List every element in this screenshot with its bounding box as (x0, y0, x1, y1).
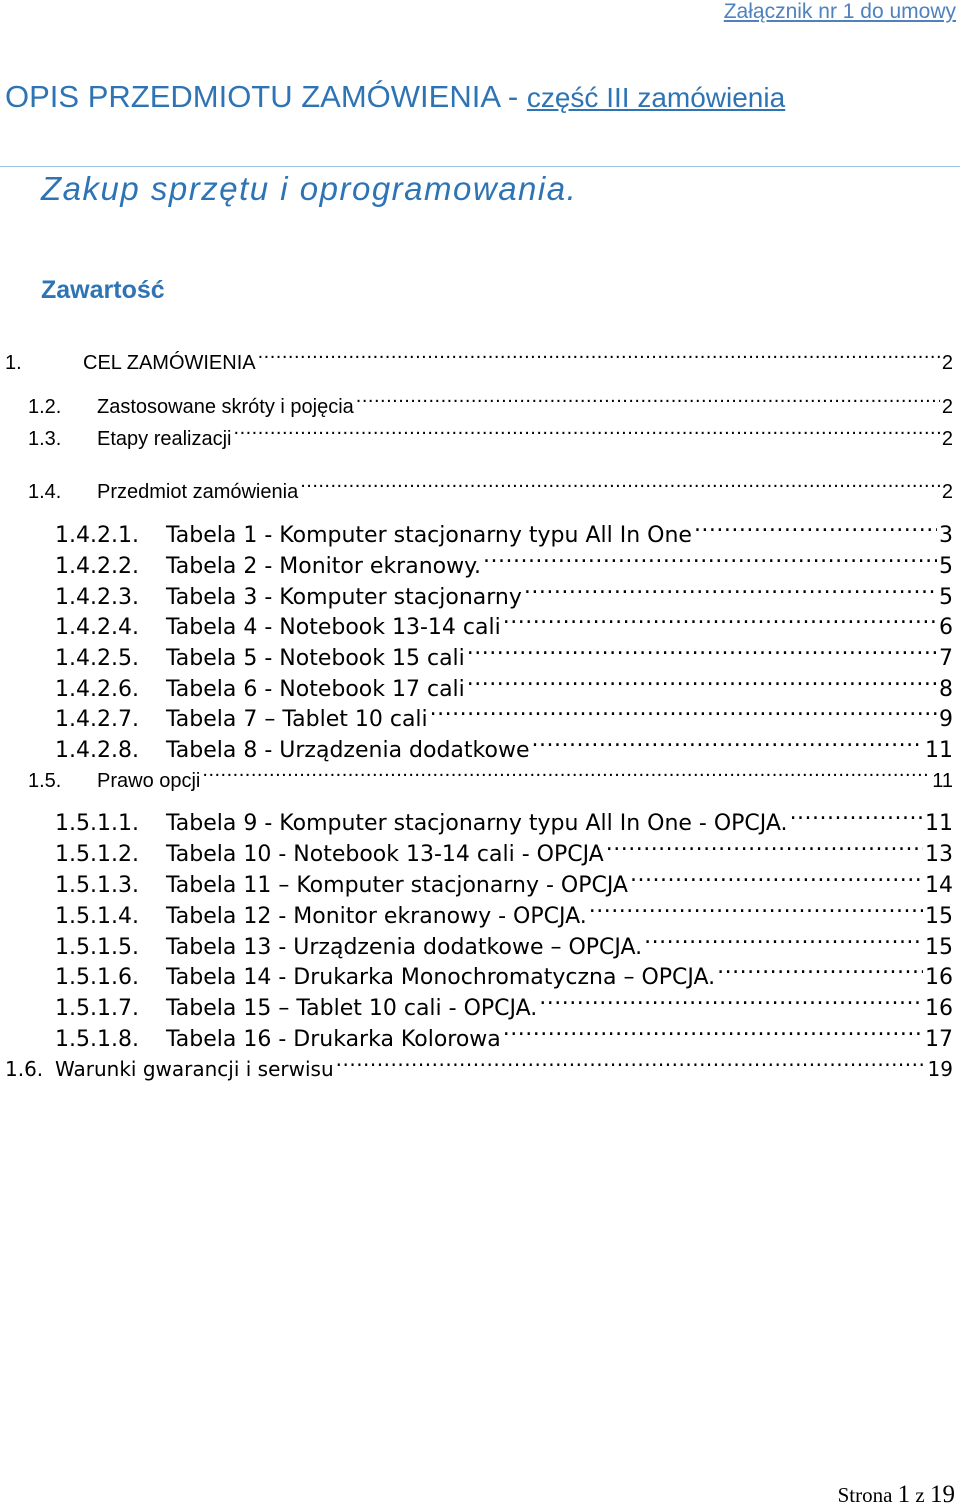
toc-entry-label: Tabela 13 - Urządzenia dodatkowe – OPCJA. (166, 935, 643, 960)
toc-dot-leader (606, 835, 923, 861)
toc-dot-leader (539, 989, 923, 1015)
toc-entry-number: 1.4.2.2. (55, 554, 139, 579)
toc-entry-label: Tabela 5 - Notebook 15 cali (166, 646, 465, 671)
toc-entry-page: 15 (925, 904, 953, 929)
toc-dot-leader (234, 419, 940, 445)
toc-entry-label: Etapy realizacji (97, 428, 232, 450)
toc-entry-label: Tabela 12 - Monitor ekranowy - OPCJA. (166, 904, 587, 929)
toc-dot-leader (630, 866, 923, 892)
toc-entry-number: 1.4.2.1. (55, 523, 139, 548)
toc-dot-leader (524, 578, 937, 604)
toc-entry-page: 11 (925, 738, 953, 763)
toc-entry-page: 17 (925, 1027, 953, 1052)
document-title (5, 79, 785, 115)
toc-entry[interactable] (55, 731, 953, 763)
toc-entry[interactable] (55, 700, 953, 732)
toc-entry-label: Warunki gwarancji i serwisu (55, 1057, 334, 1081)
toc-entry[interactable] (55, 670, 953, 702)
toc-entry-page: 11 (932, 770, 953, 792)
toc-entry[interactable] (55, 866, 953, 898)
toc-entry-number: 1.5.1.6. (55, 965, 139, 990)
toc-entry-number: 1.5.1.4. (55, 904, 139, 929)
toc-entry-page: 3 (939, 523, 953, 548)
toc-entry-number: 1.5.1.8. (55, 1027, 139, 1052)
toc-entry-number: 1.4.2.3. (55, 585, 139, 610)
toc-entry-label: Tabela 11 – Komputer stacjonarny - OPCJA (166, 873, 628, 898)
toc-entry-label: Tabela 4 - Notebook 13-14 cali (166, 615, 501, 640)
toc-entry[interactable] (55, 608, 953, 640)
toc-entry-label: Prawo opcji (97, 770, 201, 792)
toc-entry-label: Tabela 1 - Komputer stacjonarny typu All In One (166, 523, 692, 548)
toc-entry-label: CEL ZAMÓWIENIA (83, 352, 256, 374)
toc-entry-number: 1.4.2.6. (55, 677, 139, 702)
toc-dot-leader (467, 639, 937, 665)
footer-total-pages: 19 (930, 1481, 955, 1508)
toc-entry-label: Tabela 7 – Tablet 10 cali (166, 707, 428, 732)
toc-entry-label: Tabela 9 - Komputer stacjonarny typu All In One - OPCJA. (166, 811, 788, 836)
toc-entry-page: 7 (939, 646, 953, 671)
toc-entry-page: 9 (939, 707, 953, 732)
toc-dot-leader (300, 472, 940, 498)
title-part-link[interactable]: część III zamówienia (526, 82, 786, 113)
toc-entry-page: 2 (941, 428, 953, 450)
toc-entry-label: Tabela 3 - Komputer stacjonarny (166, 585, 522, 610)
toc-entry-number: 1.4.2.7. (55, 707, 139, 732)
toc-entry[interactable] (28, 472, 953, 503)
toc-entry[interactable] (55, 804, 953, 836)
toc-entry-number: 1.4.2.5. (55, 646, 139, 671)
toc-entry[interactable] (55, 1020, 953, 1052)
toc-entry-page: 2 (941, 481, 953, 503)
page-footer (838, 1481, 955, 1509)
toc-dot-leader (503, 608, 937, 634)
toc-entry[interactable] (28, 419, 953, 450)
toc-entry-page: 13 (925, 842, 953, 867)
toc-entry-page: 15 (925, 935, 953, 960)
toc-entry-number: 1.6. (5, 1057, 44, 1081)
toc-entry[interactable] (5, 343, 953, 374)
toc-entry-label: Tabela 15 – Tablet 10 cali - OPCJA. (166, 996, 538, 1021)
toc-dot-leader (336, 1050, 926, 1076)
toc-entry-number: 1.5.1.2. (55, 842, 139, 867)
toc-entry[interactable] (55, 835, 953, 867)
toc-entry-number: 1.4. (28, 481, 62, 503)
toc-heading: Zawartość (41, 276, 165, 304)
footer-word-of: z (915, 1483, 925, 1507)
toc-entry-label: Przedmiot zamówienia (97, 481, 299, 503)
toc-dot-leader (503, 1020, 923, 1046)
toc-entry-number: 1.5.1.3. (55, 873, 139, 898)
toc-entry-label: Tabela 16 - Drukarka Kolorowa (166, 1027, 501, 1052)
toc-entry-page: 19 (927, 1057, 953, 1081)
toc-entry-label: Tabela 10 - Notebook 13-14 cali - OPCJA (166, 842, 604, 867)
toc-entry-page: 2 (941, 396, 953, 418)
toc-entry-number: 1.4.2.4. (55, 615, 139, 640)
toc-dot-leader (531, 731, 923, 757)
toc-entry-page: 8 (939, 677, 953, 702)
toc-entry-number: 1.3. (28, 428, 62, 450)
footer-current-page: 1 (897, 1481, 911, 1508)
annex-link[interactable]: Załącznik nr 1 do umowy (723, 0, 956, 23)
toc-entry-number: 1.2. (28, 396, 62, 418)
toc-dot-leader (258, 343, 940, 369)
toc-dot-leader (202, 761, 930, 787)
toc-dot-leader (467, 670, 937, 696)
toc-dot-leader (644, 928, 923, 954)
toc-entry-label: Tabela 8 - Urządzenia dodatkowe (166, 738, 530, 763)
toc-entry-page: 5 (939, 554, 953, 579)
toc-entry[interactable] (55, 516, 953, 548)
toc-entry-number: 1.5.1.1. (55, 811, 139, 836)
title-divider (0, 166, 960, 167)
toc-entry[interactable] (55, 639, 953, 671)
toc-entry-number: 1. (5, 352, 22, 374)
footer-word-page: Strona (837, 1483, 893, 1507)
toc-entry[interactable] (28, 761, 953, 792)
toc-entry-label: Tabela 14 - Drukarka Monochromatyczna – OPCJA. (166, 965, 716, 990)
toc-entry-page: 11 (925, 811, 953, 836)
toc-dot-leader (694, 516, 937, 542)
toc-entry-number: 1.5.1.5. (55, 935, 139, 960)
toc-dot-leader (790, 804, 923, 830)
toc-entry-label: Tabela 6 - Notebook 17 cali (166, 677, 465, 702)
toc-dot-leader (717, 958, 923, 984)
toc-entry-label: Tabela 2 - Monitor ekranowy. (166, 554, 481, 579)
toc-entry[interactable] (55, 958, 953, 990)
title-main: OPIS PRZEDMIOTU ZAMÓWIENIA - (5, 79, 527, 114)
toc-entry[interactable] (28, 387, 953, 418)
toc-dot-leader (589, 897, 923, 923)
toc-dot-leader (356, 387, 940, 413)
toc-entry-label: Zastosowane skróty i pojęcia (97, 396, 354, 418)
toc-entry[interactable] (55, 578, 953, 610)
toc-entry-number: 1.5. (28, 770, 62, 792)
toc-entry-page: 5 (939, 585, 953, 610)
toc-entry-number: 1.4.2.8. (55, 738, 139, 763)
toc-entry[interactable] (55, 989, 953, 1021)
document-subtitle: Zakup sprzętu i oprogramowania. (41, 170, 578, 207)
toc-entry-page: 16 (925, 996, 953, 1021)
toc-dot-leader (430, 700, 937, 726)
toc-entry[interactable] (55, 897, 953, 929)
toc-entry-page: 6 (939, 615, 953, 640)
toc-entry-number: 1.5.1.7. (55, 996, 139, 1021)
toc-entry[interactable] (55, 928, 953, 960)
toc-entry[interactable] (5, 1050, 953, 1081)
toc-entry[interactable] (55, 547, 953, 579)
toc-entry-page: 16 (925, 965, 953, 990)
toc-entry-page: 14 (925, 873, 953, 898)
toc-dot-leader (483, 547, 937, 573)
toc-entry-page: 2 (941, 352, 953, 374)
